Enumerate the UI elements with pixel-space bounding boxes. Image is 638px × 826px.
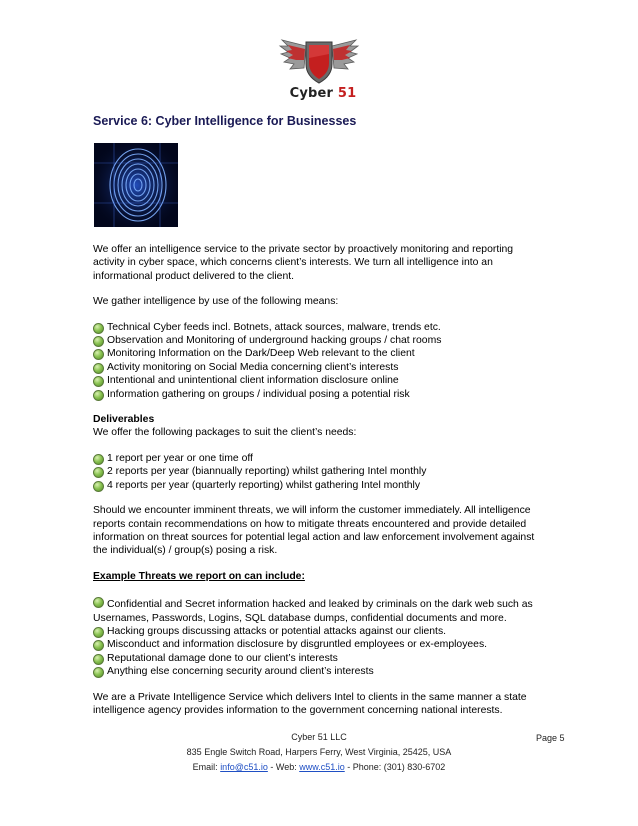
- list-item: Intentional and unintentional client information disclosure online: [93, 374, 545, 387]
- page-number: Page 5: [536, 733, 565, 743]
- bullet-icon: [93, 336, 104, 347]
- company-logo: [278, 36, 360, 106]
- fingerprint-icon: [94, 143, 178, 227]
- threats-paragraph: Should we encounter imminent threats, we will inform the customer immediately. All intelligence reports contain recommendations on how to mitigate threats encountered and provide detailed information on threat sources for potential legal action and law enforcement involvement against the individual(s) / group(s) posing a risk.: [93, 505, 535, 557]
- bullet-icon: [93, 363, 104, 374]
- bullet-icon: [93, 323, 104, 334]
- means-lead: We gather intelligence by use of the following means:: [93, 296, 339, 308]
- closing-paragraph: We are a Private Intelligence Service which delivers Intel to clients in the same manner a state intelligence agency provides information to the government concerning national interests.: [93, 691, 527, 716]
- bullet-icon: [93, 667, 104, 678]
- deliverables-lead: We offer the following packages to suit the client’s needs:: [93, 427, 357, 439]
- list-item: Activity monitoring on Social Media concerning client’s interests: [93, 361, 545, 374]
- examples-list: [93, 595, 545, 678]
- web-link[interactable]: www.c51.io: [299, 762, 345, 772]
- body-content: [93, 243, 545, 717]
- bullet-icon: [93, 640, 104, 651]
- means-list: [93, 321, 545, 401]
- page-footer: [0, 730, 638, 775]
- bullet-icon: [93, 376, 104, 387]
- bullet-icon: [93, 597, 104, 608]
- logo-wordmark: Cyber 51: [289, 86, 357, 101]
- bullet-icon: [93, 627, 104, 638]
- list-item: 2 reports per year (biannually reporting) whilst gathering Intel monthly: [93, 465, 545, 478]
- footer-company: Cyber 51 LLC: [291, 732, 347, 742]
- bullet-icon: [93, 654, 104, 665]
- list-item: Information gathering on groups / individual posing a potential risk: [93, 388, 545, 401]
- list-item: Reputational damage done to our client’s interests: [93, 652, 545, 665]
- list-item: 1 report per year or one time off: [93, 452, 545, 465]
- list-item: Technical Cyber feeds incl. Botnets, attack sources, malware, trends etc.: [93, 321, 545, 334]
- fingerprint-image: [94, 143, 178, 227]
- intro-paragraph: We offer an intelligence service to the private sector by proactively monitoring and reporting activity in cyber space, which concerns client’s interests. We turn all intelligence into an informational product delivered to the client.: [93, 244, 514, 282]
- list-item: Anything else concerning security around client’s interests: [93, 665, 545, 678]
- packages-list: [93, 452, 545, 492]
- bullet-icon: [93, 349, 104, 360]
- list-item: Misconduct and information disclosure by disgruntled employees or ex-employees.: [93, 638, 545, 651]
- list-item: Confidential and Secret information hacked and leaked by criminals on the dark web such as Usernames, Passwords, Logins, SQL database dumps, confidential documents and more.: [93, 599, 533, 624]
- list-item: Observation and Monitoring of underground hacking groups / chat rooms: [93, 334, 545, 347]
- list-item: Monitoring Information on the Dark/Deep Web relevant to the client: [93, 347, 545, 360]
- bullet-icon: [93, 454, 104, 465]
- bullet-icon: [93, 390, 104, 401]
- deliverables-heading: Deliverables: [93, 414, 155, 426]
- bullet-icon: [93, 467, 104, 478]
- section-title: Service 6: Cyber Intelligence for Businesses: [93, 114, 357, 128]
- bullet-icon: [93, 481, 104, 492]
- email-link[interactable]: info@c51.io: [220, 762, 268, 772]
- shield-wings-icon: [278, 36, 360, 88]
- example-heading: Example Threats we report on can include:: [93, 570, 305, 582]
- list-item: 4 reports per year (quarterly reporting) whilst gathering Intel monthly: [93, 479, 545, 492]
- footer-address: 835 Engle Switch Road, Harpers Ferry, West Virginia, 25425, USA: [186, 747, 452, 757]
- footer-contact: Email: info@c51.io - Web: www.c51.io - Phone: (301) 830-6702: [192, 762, 446, 772]
- list-item: Hacking groups discussing attacks or potential attacks against our clients.: [93, 625, 545, 638]
